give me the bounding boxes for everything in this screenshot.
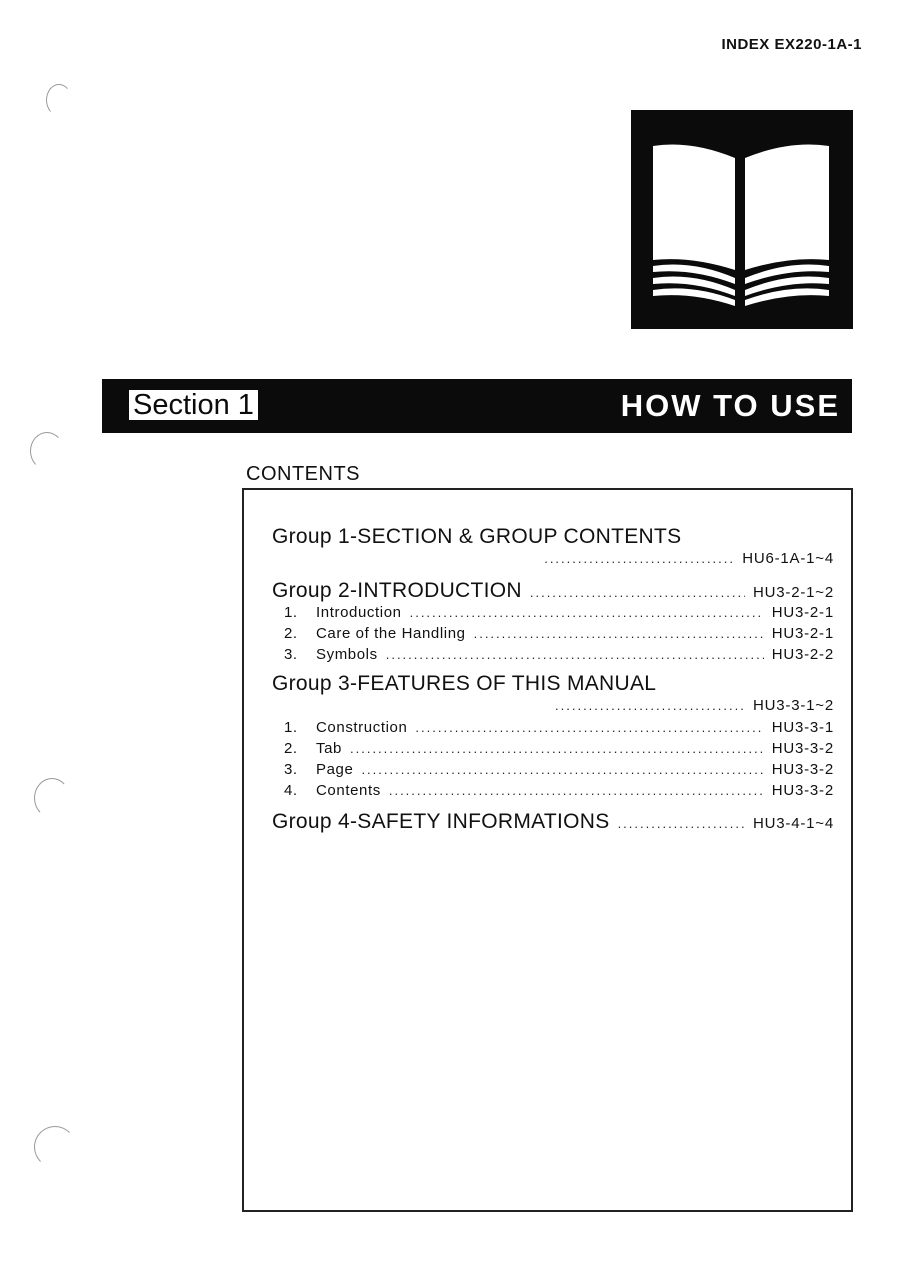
toc-item-number: 3.	[284, 761, 298, 778]
dot-leader	[415, 720, 763, 735]
dot-leader	[530, 585, 745, 600]
toc-item-label: Contents	[316, 782, 381, 799]
dot-leader	[361, 762, 763, 777]
toc-page-ref: HU3-4-1~4	[753, 815, 834, 832]
toc-item-ref: HU3-2-1	[771, 625, 834, 642]
punch-hole-mark	[46, 84, 72, 116]
toc-group-title: Group 1-SECTION & GROUP CONTENTS	[272, 525, 682, 548]
toc-item	[272, 740, 834, 761]
punch-hole-mark	[34, 1126, 76, 1168]
table-of-contents	[272, 524, 834, 835]
toc-item-ref: HU3-2-1	[771, 604, 834, 621]
toc-item-number: 3.	[284, 646, 298, 663]
toc-group-line	[272, 809, 834, 835]
dot-leader	[350, 741, 764, 756]
toc-item-label: Tab	[316, 740, 342, 757]
toc-group	[272, 809, 834, 835]
toc-page-ref: HU3-3-1~2	[753, 697, 834, 714]
toc-item-number: 2.	[284, 625, 298, 642]
toc-item-number: 4.	[284, 782, 298, 799]
dot-leader	[410, 605, 764, 620]
toc-item-number: 2.	[284, 740, 298, 757]
toc-item	[272, 604, 834, 625]
toc-item-number: 1.	[284, 604, 298, 621]
contents-heading: CONTENTS	[246, 463, 360, 485]
toc-group-title: Group 4-SAFETY INFORMATIONS	[272, 810, 610, 833]
toc-item-ref: HU3-3-2	[771, 782, 834, 799]
toc-item	[272, 625, 834, 646]
toc-item-label: Construction	[316, 719, 408, 736]
contents-box	[242, 488, 853, 1212]
toc-item	[272, 761, 834, 782]
toc-item	[272, 719, 834, 740]
toc-item-number: 1.	[284, 719, 298, 736]
toc-group-title: Group 3-FEATURES OF THIS MANUAL	[272, 672, 657, 695]
toc-item-label: Symbols	[316, 646, 378, 663]
section-title: HOW TO USE	[620, 388, 840, 423]
section-banner	[102, 379, 852, 433]
dot-leader	[544, 551, 732, 566]
toc-item	[272, 646, 834, 667]
toc-group	[272, 578, 834, 667]
toc-item	[272, 782, 834, 803]
toc-item-ref: HU3-3-2	[771, 740, 834, 757]
toc-item-ref: HU3-2-2	[771, 646, 834, 663]
toc-item-label: Page	[316, 761, 354, 778]
toc-item-label: Introduction	[316, 604, 402, 621]
toc-page-ref: HU6-1A-1~4	[742, 550, 834, 567]
dot-leader	[389, 783, 764, 798]
toc-ref-line	[272, 697, 834, 719]
index-code: INDEX EX220-1A-1	[721, 36, 862, 53]
punch-hole-mark	[30, 432, 64, 470]
toc-group	[272, 671, 834, 803]
dot-leader	[386, 647, 764, 662]
dot-leader	[555, 698, 743, 713]
dot-leader	[618, 816, 745, 831]
open-book-icon	[631, 110, 853, 329]
dot-leader	[474, 626, 764, 641]
toc-ref-line	[272, 550, 834, 572]
toc-group	[272, 524, 834, 572]
toc-item-ref: HU3-3-2	[771, 761, 834, 778]
toc-item-label: Care of the Handling	[316, 625, 466, 642]
section-label: Section 1	[129, 390, 258, 420]
toc-group-title: Group 2-INTRODUCTION	[272, 579, 522, 602]
toc-item-ref: HU3-3-1	[771, 719, 834, 736]
punch-hole-mark	[34, 778, 70, 818]
toc-page-ref: HU3-2-1~2	[753, 584, 834, 601]
toc-group-line	[272, 578, 834, 604]
